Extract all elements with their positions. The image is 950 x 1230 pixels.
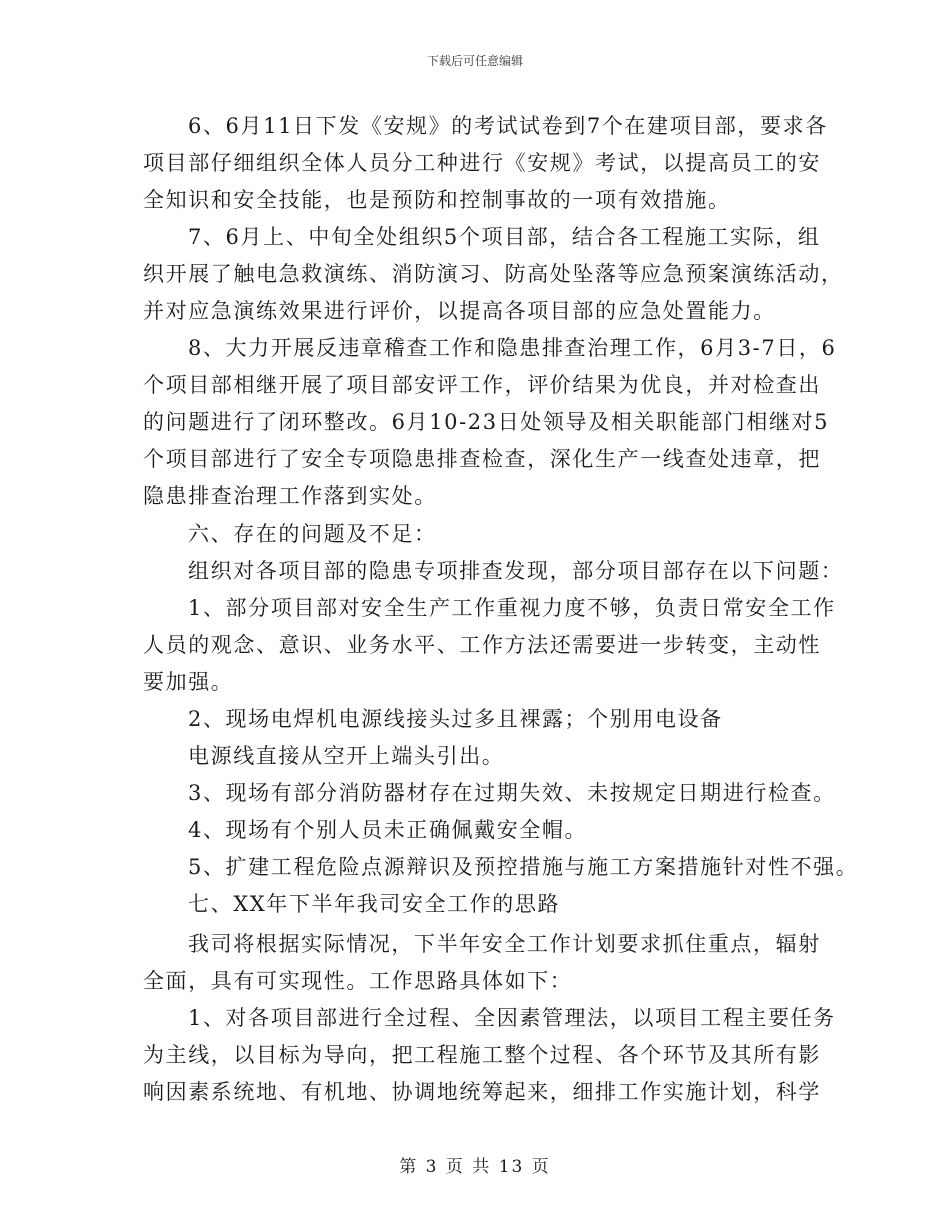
body-line: 5、扩建工程危险点源辩识及预控措施与施工方案措施针对性不强。 — [188, 855, 859, 879]
body-line: 4、现场有个别人员未正确佩戴安全帽。 — [188, 818, 588, 842]
body-line: 2、现场电焊机电源线接头过多且裸露；个别用电设备 — [188, 707, 723, 731]
body-line: 个项目部相继开展了项目部安评工作，评价结果为优良，并对检查出 — [143, 373, 821, 397]
body-line: 1、对各项目部进行全过程、全因素管理法，以项目工程主要任务 — [188, 1006, 836, 1030]
body-line: 组织对各项目部的隐患专项排查发现，部分项目部存在以下问题： — [188, 559, 844, 583]
body-line: 7、6月上、中旬全处组织5个项目部，结合各工程施工实际，组 — [188, 225, 821, 249]
section-heading: 七、XX年下半年我司安全工作的思路 — [188, 892, 561, 916]
body-line: 1、部分项目部对安全生产工作重视力度不够，负责日常安全工作 — [188, 596, 836, 620]
body-line: 响因素系统地、有机地、协调地统筹起来，细排工作实施计划，科学 — [143, 1080, 821, 1104]
body-line: 的问题进行了闭环整改。6月10-23日处领导及相关职能部门相继对5 — [143, 410, 830, 434]
page-header: 下载后可任意编辑 — [426, 54, 523, 68]
body-line: 要加强。 — [143, 670, 234, 694]
body-line: 隐患排查治理工作落到实处。 — [143, 484, 437, 508]
page-footer: 第 3 页 共 13 页 — [399, 1157, 551, 1177]
body-line: 全面，具有可实现性。工作思路具体如下： — [143, 969, 573, 993]
body-line: 8、大力开展反违章稽查工作和隐患排查治理工作，6月3-7日，6 — [188, 336, 837, 360]
section-heading: 六、存在的问题及不足： — [188, 522, 437, 546]
body-line: 为主线，以目标为导向，把工程施工整个过程、各个环节及其所有影 — [143, 1043, 821, 1067]
body-line: 个项目部进行了安全专项隐患排查检查，深化生产一线查处违章，把 — [143, 447, 821, 471]
body-line: 人员的观念、意识、业务水平、工作方法还需要进一步转变，主动性 — [143, 633, 821, 657]
body-line: 并对应急演练效果进行评价，以提高各项目部的应急处置能力。 — [143, 299, 776, 323]
body-line: 项目部仔细组织全体人员分工种进行《安规》考试，以提高员工的安 — [143, 151, 821, 175]
body-line: 3、现场有部分消防器材存在过期失效、未按规定日期进行检查。 — [188, 781, 836, 805]
body-line: 电源线直接从空开上端头引出。 — [188, 744, 505, 768]
body-line: 我司将根据实际情况，下半年安全工作计划要求抓住重点，辐射 — [188, 932, 821, 956]
body-line: 全知识和安全技能，也是预防和控制事故的一项有效措施。 — [143, 188, 731, 212]
body-line: 织开展了触电急救演练、消防演习、防高处坠落等应急预案演练活动， — [143, 262, 844, 286]
body-line: 6、6月11日下发《安规》的考试试卷到7个在建项目部，要求各 — [188, 114, 828, 138]
